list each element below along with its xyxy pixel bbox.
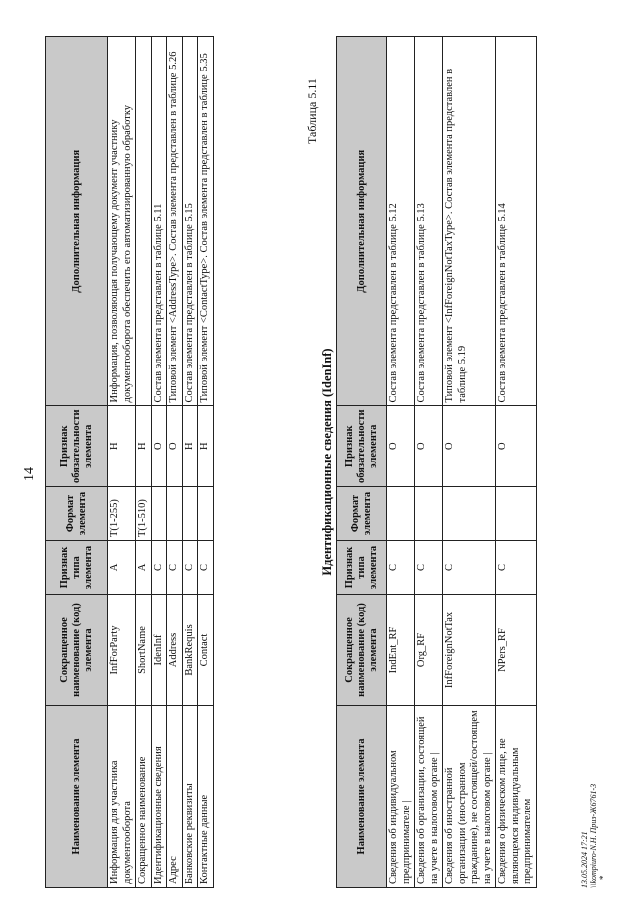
elements-table <box>45 36 214 888</box>
cell-type: С <box>415 541 443 595</box>
cell-format <box>496 487 537 541</box>
cell-type: С <box>182 541 198 595</box>
cell-name: Сведения об организации, состоящей на учете в налоговом органе | <box>415 706 443 888</box>
cell-code: InfForParty <box>108 595 136 706</box>
cell-name: Адрес <box>167 706 183 888</box>
cell-type: С <box>443 541 496 595</box>
cell-code: NPers_RF <box>496 595 537 706</box>
cell-code: IndEnt_RF <box>387 595 415 706</box>
cell-required: О <box>387 406 415 487</box>
cell-name: Идентификационные сведения <box>151 706 167 888</box>
header-code: Сокращенное наименование (код) элемента <box>46 595 108 706</box>
cell-format <box>167 487 183 541</box>
table-row <box>151 37 167 888</box>
cell-info: Состав элемента представлен в таблице 5.14 <box>496 37 537 406</box>
cell-required: Н <box>136 406 152 487</box>
cell-type: С <box>198 541 214 595</box>
cell-info: Типовой элемент <AddressType>. Состав элемента представлен в таблице 5.26 <box>167 37 183 406</box>
cell-required: О <box>443 406 496 487</box>
cell-info: Типовой элемент <ContactType>. Состав элемента представлен в таблице 5.35 <box>198 37 214 406</box>
page-number: 14 <box>22 467 37 481</box>
cell-name: Сведения об иностранной организации (иностранном гражданине), не состоящей/состоящем на учете в налоговом органе | <box>443 706 496 888</box>
cell-info: Состав элемента представлен в таблице 5.11 <box>151 37 167 406</box>
footer-stamp <box>580 784 598 888</box>
footer-mark: * <box>598 875 608 880</box>
cell-code: InfForeignNotTax <box>443 595 496 706</box>
footer-path: \\kompiuro-N.Н. Приз-Ж6761-3 <box>589 783 598 888</box>
table-label: Таблица 5.11 <box>305 78 319 144</box>
cell-type: А <box>108 541 136 595</box>
cell-info: Состав элемента представлен в таблице 5.13 <box>415 37 443 406</box>
cell-format: T(1-255) <box>108 487 136 541</box>
cell-code: BankRequis <box>182 595 198 706</box>
header-info: Дополнительная информация <box>46 37 108 406</box>
table-row <box>198 37 214 888</box>
table-header-row <box>46 37 108 888</box>
table-row <box>415 37 443 888</box>
table-row <box>108 37 136 888</box>
cell-code: Address <box>167 595 183 706</box>
cell-code: Contact <box>198 595 214 706</box>
cell-required: Н <box>182 406 198 487</box>
cell-format <box>198 487 214 541</box>
cell-name: Сокращенное наименование <box>136 706 152 888</box>
cell-code: IdenInf <box>151 595 167 706</box>
table-row <box>136 37 152 888</box>
header-info: Дополнительная информация <box>337 37 387 406</box>
cell-code: Org_RF <box>415 595 443 706</box>
header-type: Признак типа элемента <box>46 541 108 595</box>
cell-type: С <box>387 541 415 595</box>
cell-name: Информация для участника документооборота <box>108 706 136 888</box>
cell-info: Состав элемента представлен в таблице 5.15 <box>182 37 198 406</box>
cell-name: Сведения о физическом лице, не являющемся индивидуальным предпринимателем <box>496 706 537 888</box>
table-row <box>167 37 183 888</box>
cell-required: Н <box>108 406 136 487</box>
cell-required: О <box>415 406 443 487</box>
cell-info: Состав элемента представлен в таблице 5.12 <box>387 37 415 406</box>
cell-code: ShortName <box>136 595 152 706</box>
cell-info <box>136 37 152 406</box>
table-title: Идентификационные сведения (IdenInf) <box>320 348 334 576</box>
header-type: Признак типа элемента <box>337 541 387 595</box>
footer-date: 13.05.2024 17:21 <box>580 831 589 888</box>
cell-info: Информация, позволяющая получающему документ участнику документооборота обеспечить его автоматизированную обработку <box>108 37 136 406</box>
cell-type: С <box>167 541 183 595</box>
cell-format: T(1-510) <box>136 487 152 541</box>
header-code: Сокращенное наименование (код) элемента <box>337 595 387 706</box>
cell-format <box>415 487 443 541</box>
header-required: Признак обязательности элемента <box>337 406 387 487</box>
table-row <box>496 37 537 888</box>
cell-type: С <box>151 541 167 595</box>
cell-required: Н <box>198 406 214 487</box>
idenInf-table <box>336 36 537 888</box>
header-format: Формат элемента <box>46 487 108 541</box>
cell-format <box>387 487 415 541</box>
cell-required: О <box>151 406 167 487</box>
cell-format <box>151 487 167 541</box>
cell-type: С <box>496 541 537 595</box>
cell-required: О <box>496 406 537 487</box>
table-row <box>182 37 198 888</box>
cell-format <box>443 487 496 541</box>
cell-info: Типовой элемент <InfForeignNotTaxType>. Состав элемента представлен в таблице 5.19 <box>443 37 496 406</box>
header-format: Формат элемента <box>337 487 387 541</box>
cell-format <box>182 487 198 541</box>
header-name: Наименование элемента <box>337 706 387 888</box>
cell-type: А <box>136 541 152 595</box>
table-row <box>387 37 415 888</box>
table-row <box>443 37 496 888</box>
header-required: Признак обязательности элемента <box>46 406 108 487</box>
cell-name: Контактные данные <box>198 706 214 888</box>
table-header-row <box>337 37 387 888</box>
cell-required: О <box>167 406 183 487</box>
header-name: Наименование элемента <box>46 706 108 888</box>
cell-name: Сведения об индивидуальном предпринимателе | <box>387 706 415 888</box>
cell-name: Банковские реквизиты <box>182 706 198 888</box>
